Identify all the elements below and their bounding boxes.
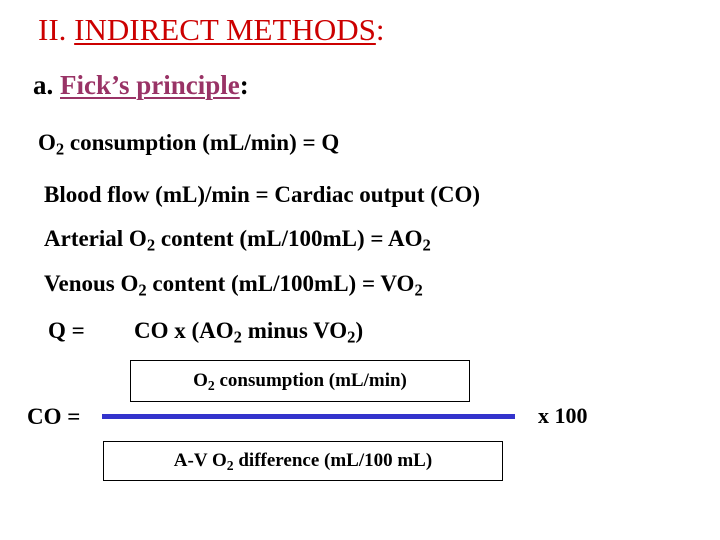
q-rhs-sub2: 2 [347,327,356,347]
denominator-subscript: 2 [226,457,234,473]
venous-subscript: 2 [138,280,147,300]
q-rhs-before: CO x (AO [134,318,234,343]
subheading-prefix: a. [33,70,60,100]
arterial-line [44,226,431,255]
co-formula-lhs [27,404,80,430]
multiplier-text: x 100 [538,403,588,428]
q-equation-rhs [134,318,364,347]
slide-subheading [33,70,249,101]
denominator-before: A-V O [173,450,227,471]
slide-heading [38,12,384,48]
blood-flow-text: Blood flow (mL)/min = Cardiac output (CO) [44,182,481,207]
o2-consumption-line [38,130,340,159]
multiplier [538,403,588,429]
o2-subscript: 2 [55,139,65,159]
venous-text-middle: content (mL/100mL) = VO [146,271,415,296]
numerator-before: O [193,370,208,391]
heading-main: INDIRECT METHODS [74,12,376,47]
q-equation-lhs-text: Q = [48,318,85,343]
q-rhs-middle: minus VO [241,318,348,343]
arterial-subscript-end: 2 [422,235,431,255]
arterial-subscript: 2 [146,235,156,255]
q-equation-lhs [48,318,85,344]
venous-subscript-end: 2 [414,280,423,300]
fraction-bar [102,414,515,419]
o2-symbol: O [38,130,56,155]
co-formula-lhs-text: CO = [27,404,81,429]
numerator-subscript: 2 [207,377,215,393]
arterial-text-before: Arterial O [44,226,147,251]
venous-line [44,271,423,300]
denominator-box [103,441,503,481]
blood-flow-line [44,182,480,208]
heading-suffix: : [375,12,385,47]
venous-text-before: Venous O [44,271,139,296]
arterial-text-middle: content (mL/100mL) = AO [155,226,423,251]
denominator-after: difference (mL/100 mL) [233,450,433,471]
subheading-main: Fick’s principle [60,70,240,100]
q-rhs-end: ) [355,318,364,343]
subheading-suffix: : [239,70,249,100]
o2-consumption-text: consumption (mL/min) = Q [64,130,340,155]
heading-prefix: II. [38,12,75,47]
q-rhs-sub1: 2 [233,327,242,347]
numerator-after: consumption (mL/min) [214,370,407,391]
numerator-box [130,360,470,402]
